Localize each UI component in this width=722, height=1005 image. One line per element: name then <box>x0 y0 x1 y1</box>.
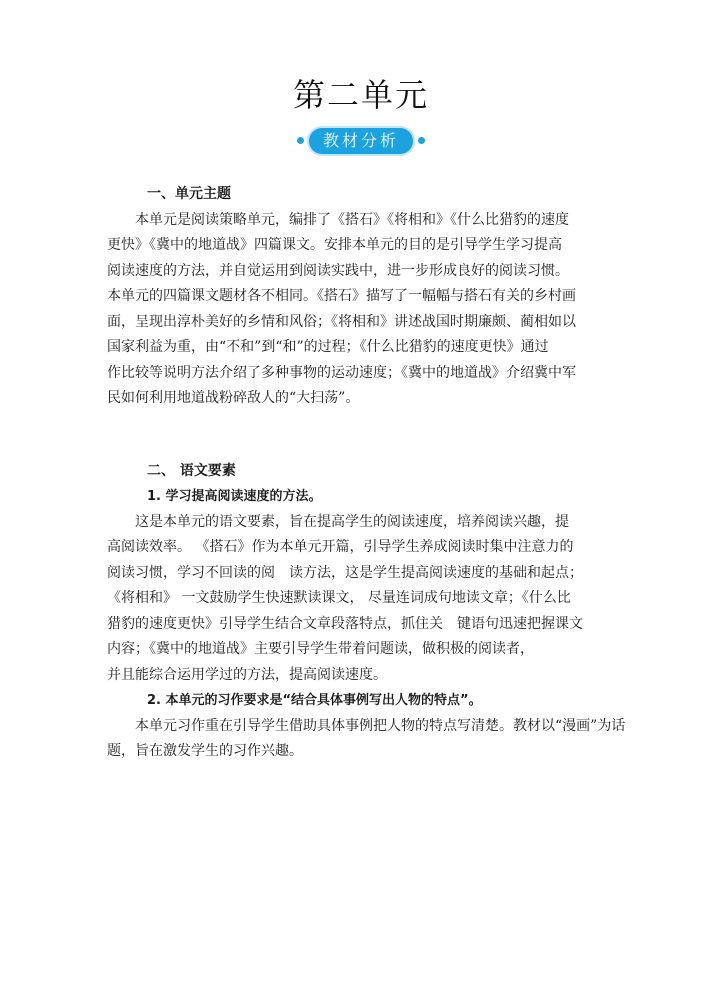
paragraph-line: 这是本单元的语文要素，旨在提高学生的阅读速度，培养阅读兴趣，提 <box>135 513 569 530</box>
paragraph-line: 《将相和》 一文鼓励学生快速默读课文， 尽量连词成句地读文章；《什么比 <box>107 590 571 606</box>
badge-label: 教材分析 <box>322 131 399 150</box>
paragraph-line: 作比较等说明方法介绍了多种事物的运动速度；《冀中的地道战》介绍冀中军 <box>107 364 576 381</box>
paragraph-line: 猎豹的速度更快》引导学生结合文章段落特点，抓住关 键语句迅速把握课文 <box>107 615 583 632</box>
paragraph-line: 阅读习惯，学习不回读的阅 读方法，这是学生提高阅读速度的基础和起点； <box>107 564 583 581</box>
paragraph-line: 本单元习作重在引导学生借助具体事例把人物的特点写清楚。教材以“漫画”为话 <box>135 717 626 734</box>
paragraph-line: 面，呈现出淳朴美好的乡情和风俗；《将相和》讲述战国时期廉颇、蔺相如以 <box>107 313 576 330</box>
section-spacer <box>107 412 687 459</box>
paragraph-line: 更快》《冀中的地道战》四篇课文。安排本单元的目的是引导学生学习提高 <box>107 237 562 253</box>
paragraph-line: 国家利益为重，由“不和”到“和”的过程；《什么比猎豹的速度更快》通过 <box>107 339 549 355</box>
section-badge <box>309 128 413 154</box>
paragraph-line: 阅读速度的方法，并自觉运用到阅读实践中，进一步形成良好的阅读习惯。 <box>107 262 569 279</box>
badge-dot-left-icon <box>297 137 304 144</box>
page-title: 第二单元 <box>292 76 429 114</box>
section-heading-elements: 二、 语文要素 <box>147 462 236 479</box>
paragraph-line: 内容；《冀中的地道战》主要引导学生带着问题读，做积极的阅读者， <box>107 641 534 657</box>
paragraph-line: 本单元的四篇课文题材各不相同。《搭石》描写了一幅幅与搭石有关的乡村画 <box>107 288 576 304</box>
subheading-writing-requirement: 2. 本单元的习作要求是“结合具体事例写出人物的特点”。 <box>147 693 482 708</box>
paragraph-line: 民如何利用地道战粉碎敌人的“大扫荡”。 <box>107 390 360 406</box>
paragraph-line: 题，旨在激发学生的习作兴趣。 <box>107 743 303 759</box>
document-body <box>107 182 687 765</box>
section-heading-theme: 一、单元主题 <box>147 186 231 202</box>
subheading-reading-speed: 1. 学习提高阅读速度的方法。 <box>147 489 322 504</box>
badge-container <box>0 128 722 154</box>
paragraph-line: 高阅读效率。 《搭石》作为本单元开篇，引导学生养成阅读时集中注意力的 <box>107 539 574 555</box>
badge-dot-right-icon <box>418 137 425 144</box>
paragraph-line: 本单元是阅读策略单元，编排了《搭石》《将相和》《什么比猎豹的速度 <box>135 211 569 228</box>
paragraph-line: 并且能综合运用学过的方法，提高阅读速度。 <box>107 666 387 683</box>
